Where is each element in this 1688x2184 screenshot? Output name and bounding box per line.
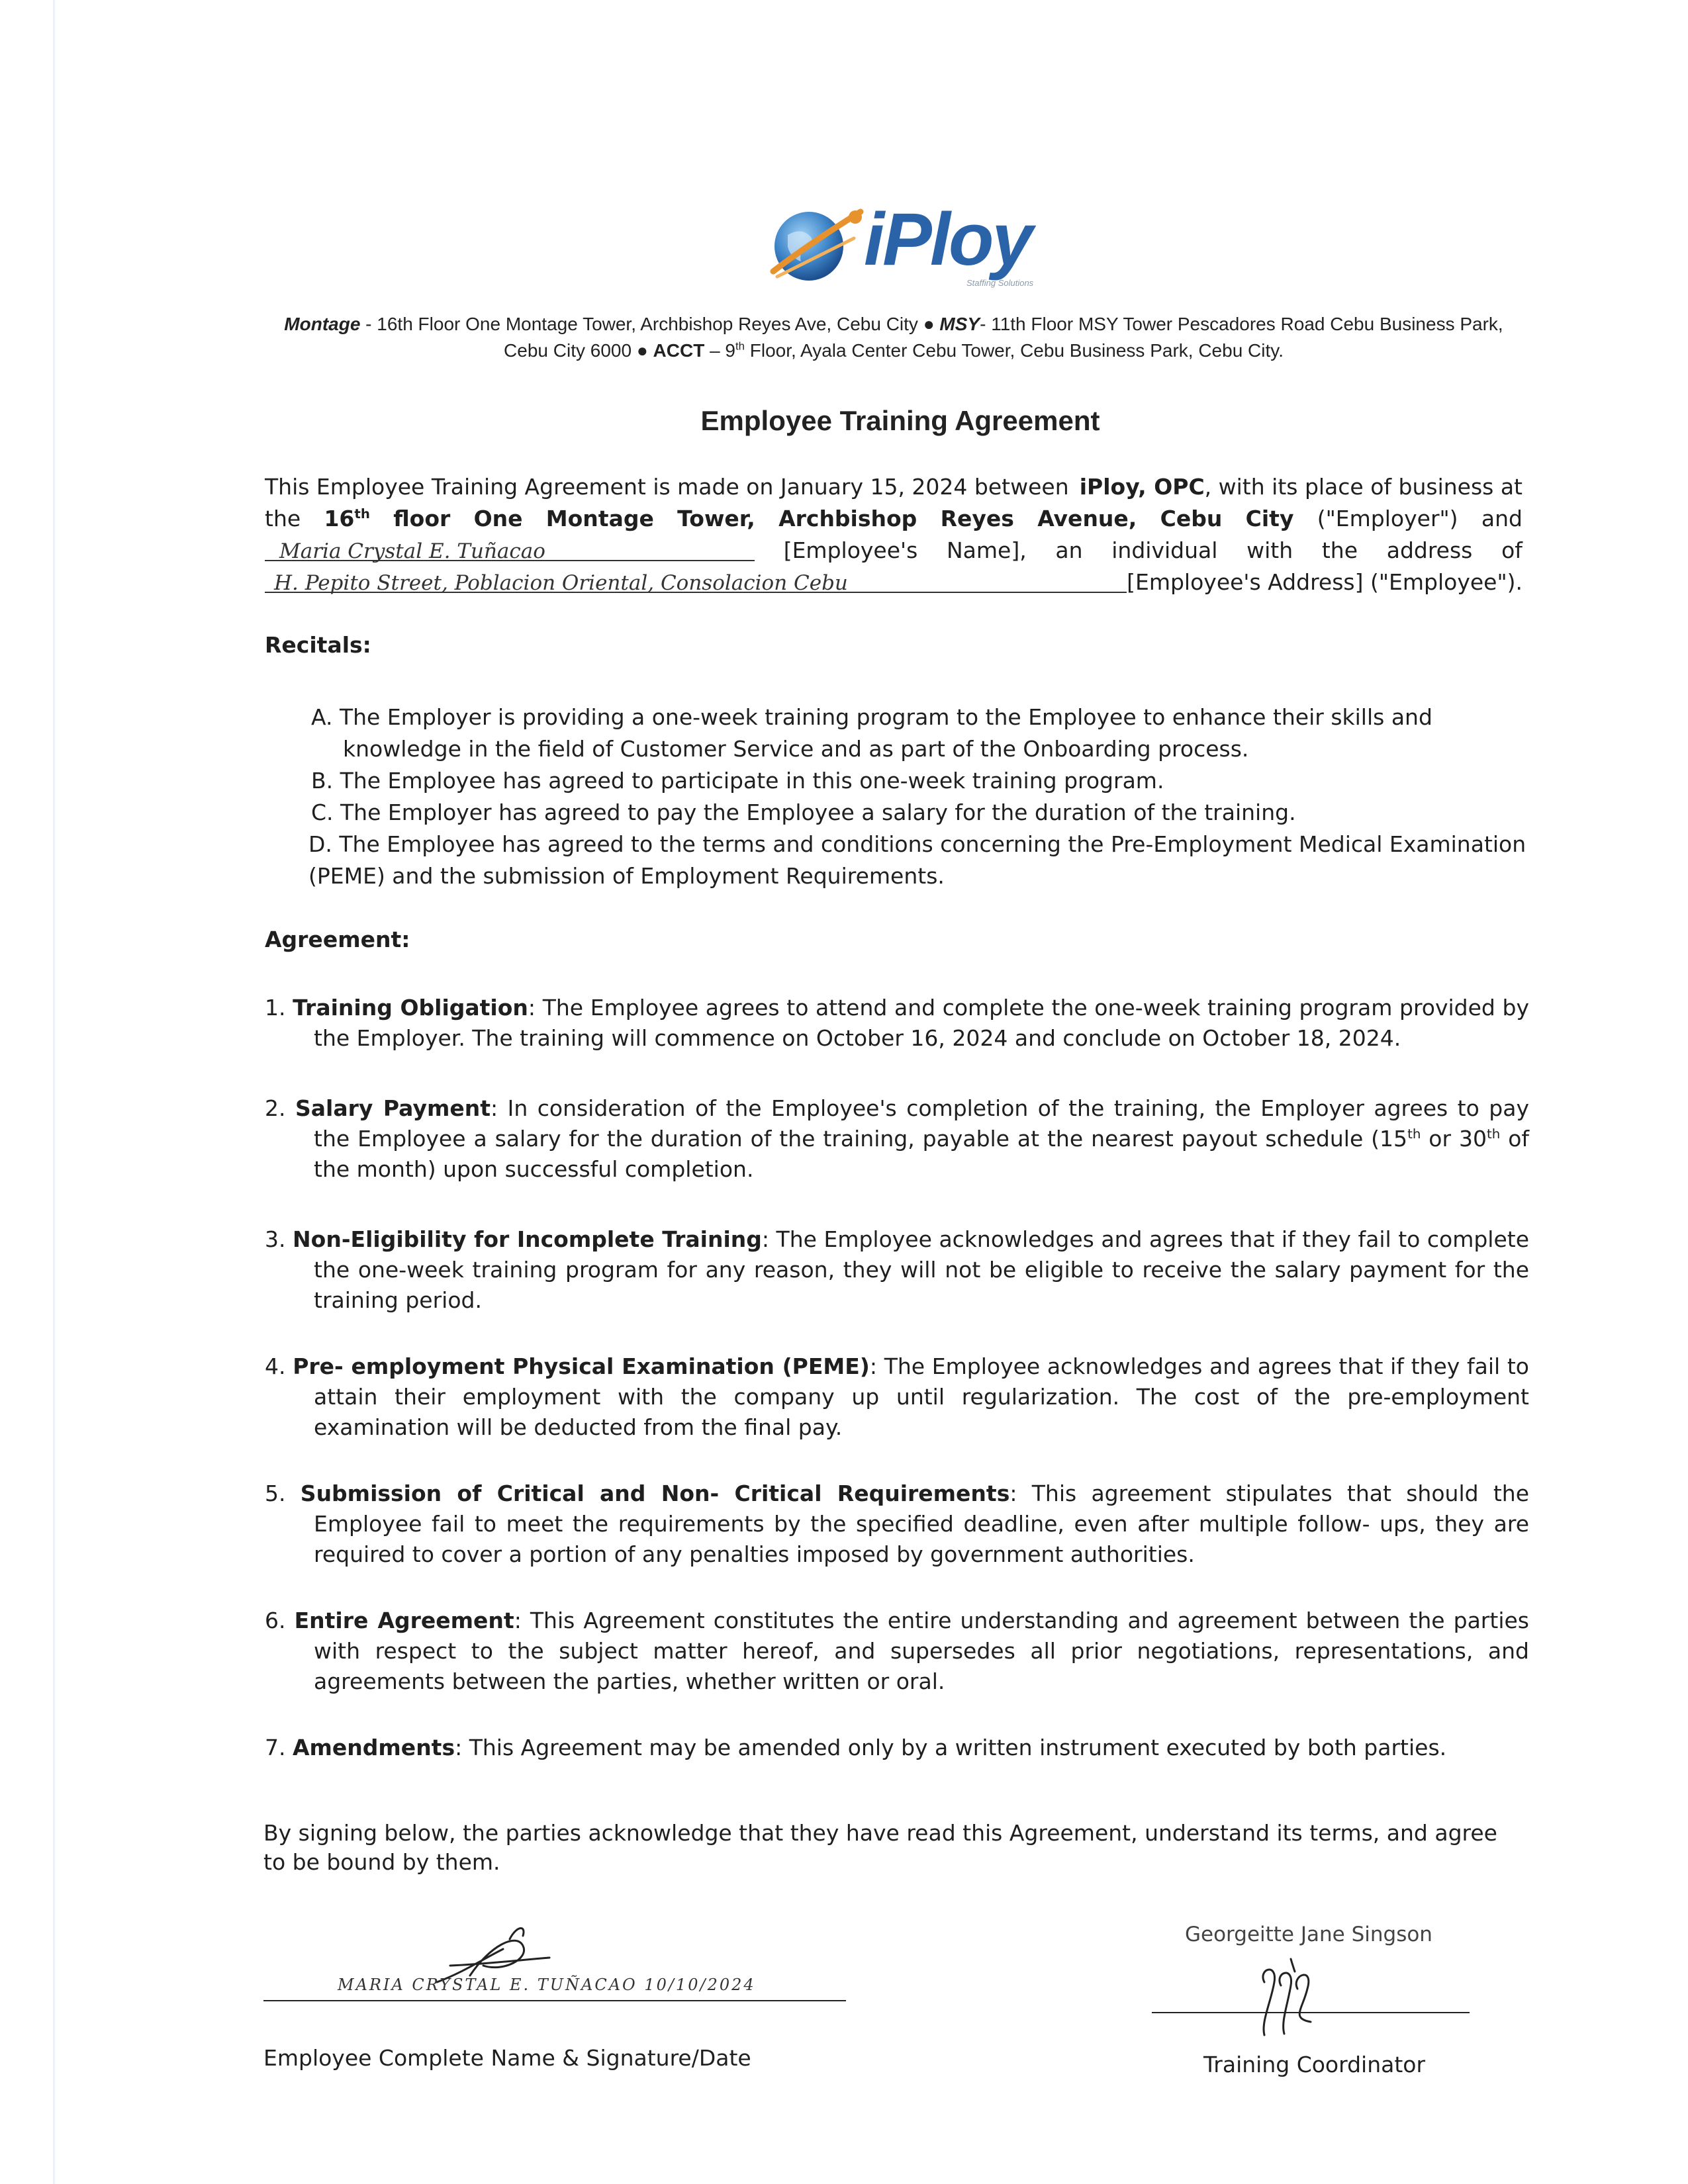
document-title: Employee Training Agreement <box>700 405 1100 436</box>
item-text: : The Employee acknowledges and agrees that if they fail to complete the one-week training program for any reason, they will not be eligible to receive the salary payment for the training period. <box>314 1226 1529 1313</box>
scan-edge <box>53 0 55 2184</box>
agreement-item <box>265 1479 1529 1570</box>
intro-word: with <box>1246 537 1293 563</box>
item-sup: th <box>1486 1126 1501 1142</box>
company-addresses: Montage - 16th Floor One Montage Tower, Archbishop Reyes Ave, Cebu City ● MSY- 11th Floor MSY Tower Pescadores Road Cebu Business Park, Cebu City 6000 ● ACCT – 9th Floor, Ayala Center Cebu Tower, Cebu Business Park, Cebu City. <box>284 314 1503 361</box>
item-title: Pre- employment Physical Examination (PEME) <box>293 1353 870 1379</box>
recitals-list <box>308 702 1529 892</box>
item-title: Non-Eligibility for Incomplete Training <box>293 1226 762 1252</box>
employee-name-handwritten: Maria Crystal E. Tuñacao <box>279 539 545 563</box>
agreement-item <box>265 1351 1529 1443</box>
recital-item: B. The Employee has agreed to participate in this one-week training program. <box>311 768 1164 794</box>
item-text: : The Employee acknowledges and agrees that if they fail to attain their employment with the company up until regularization. The cost of the pre-employment examination will be deducted from the final pay. <box>314 1353 1529 1440</box>
item-number: 2. <box>265 1095 286 1121</box>
address-msy: - 11th Floor MSY Tower Pescadores Road Cebu Business Park, Cebu City 6000 <box>504 314 1503 361</box>
employee-address-handwritten: H. Pepito Street, Poblacion Oriental, Consolacion Cebu <box>274 571 848 595</box>
recital-item: C. The Employer has agreed to pay the Employee a salary for the duration of the training. <box>311 799 1296 825</box>
employee-signature-line[interactable] <box>263 2000 846 2001</box>
intro-word: of <box>1501 537 1523 563</box>
intro-word: Name], <box>946 537 1027 563</box>
intro-word: individual <box>1111 537 1218 563</box>
employee-address-field[interactable] <box>265 567 1127 593</box>
intro-word: floor <box>393 506 451 531</box>
item-number: 5. <box>265 1480 286 1506</box>
item-number: 6. <box>265 1608 286 1633</box>
item-title: Submission of Critical and Non- Critical Requirements <box>300 1480 1010 1506</box>
logo-tagline: Staffing Solutions <box>966 278 1034 288</box>
item-text: : This Agreement may be amended only by a written instrument executed by both parties. <box>455 1735 1447 1760</box>
intro-word: [Employee's <box>783 537 918 563</box>
intro-word: the <box>265 506 301 531</box>
intro-word: Tower, <box>677 506 755 531</box>
recitals-heading: Recitals: <box>265 632 371 658</box>
intro-word: Avenue, <box>1037 506 1137 531</box>
intro-company: iPloy, OPC <box>1079 474 1205 500</box>
intro-paragraph <box>265 471 1523 598</box>
coordinator-signature-line[interactable] <box>1152 2012 1470 2013</box>
coordinator-name: Georgeitte Jane Singson <box>1185 1923 1432 1946</box>
intro-word: Cebu <box>1160 506 1223 531</box>
intro-text-1a: This Employee Training Agreement is made on January 15, 2024 between <box>265 474 1069 500</box>
address-acct-sup: th <box>735 340 745 353</box>
employee-name-field[interactable] <box>265 535 755 561</box>
agreement-item <box>265 993 1529 1054</box>
item-text: : The Employee agrees to attend and complete the one-week training program provided by the Employer. The training will commence on October 16, 2024 and conclude on October 18, 2024. <box>314 995 1529 1051</box>
intro-word: an <box>1055 537 1083 563</box>
intro-word: City <box>1245 506 1294 531</box>
item-number: 1. <box>265 995 286 1021</box>
item-sup: th <box>1407 1126 1421 1142</box>
agreement-item <box>265 1733 1529 1763</box>
intro-line-2 <box>265 503 1523 535</box>
agreement-list <box>265 993 1529 1763</box>
intro-word: Archbishop <box>778 506 917 531</box>
intro-word: address <box>1386 537 1473 563</box>
globe-icon <box>768 199 867 298</box>
recital-item: D. The Employee has agreed to the terms and conditions concerning the Pre-Employment Medical Examination (PEME) and the submission of Employment Requirements. <box>308 831 1526 889</box>
agreement-item <box>265 1606 1529 1697</box>
coordinator-caption: Training Coordinator <box>1203 2052 1426 2077</box>
address-montage: - 16th Floor One Montage Tower, Archbishop Reyes Ave, Cebu City <box>360 314 923 334</box>
intro-floor-number: 16 <box>324 506 355 531</box>
intro-word: Montage <box>545 506 654 531</box>
address-label-msy: MSY <box>939 314 980 334</box>
intro-text-1b: , with its place of business at <box>1204 474 1523 500</box>
company-logo <box>768 199 1059 298</box>
address-acct-pre: – 9 <box>704 340 735 361</box>
item-text: : This agreement stipulates that should the Employee fail to meet the requirements by the specified deadline, even after multiple follow- ups, they are required to cover a portion of any penalties imposed by government authorities. <box>314 1480 1530 1567</box>
recital-item: A. The Employer is providing a one-week training program to the Employee to enhance their skills and knowledge in the field of Customer Service and as part of the Onboarding process. <box>311 704 1432 762</box>
item-title: Entire Agreement <box>294 1608 514 1633</box>
address-label-montage: Montage <box>284 314 361 334</box>
employee-signature-caption: Employee Complete Name & Signature/Date <box>263 2045 751 2071</box>
item-title: Amendments <box>293 1735 455 1760</box>
intro-line-3 <box>265 535 1523 567</box>
item-text: : This Agreement constitutes the entire understanding and agreement between the parties with respect to the subject matter hereof, and supersedes all prior negotiations, representations, and agreements between the parties, whether written or oral. <box>314 1608 1529 1694</box>
item-text: : In consideration of the Employee's completion of the training, the Employer agrees to pay the Employee a salary for the duration of the training, payable at the nearest payout schedule (15 <box>314 1095 1529 1152</box>
item-title: Salary Payment <box>295 1095 491 1121</box>
item-number: 3. <box>265 1226 286 1252</box>
logo-wordmark: iPloy <box>864 198 1031 281</box>
item-text: or 30 <box>1421 1126 1487 1152</box>
intro-line-4 <box>265 567 1523 598</box>
address-label-acct: ACCT <box>653 340 705 361</box>
item-number: 4. <box>265 1353 286 1379</box>
intro-address-label: [Employee's Address] ("Employee"). <box>1127 569 1523 595</box>
agreement-item <box>265 1093 1529 1185</box>
intro-employer-label: ("Employer") <box>1317 506 1458 531</box>
item-title: Training Obligation <box>293 995 528 1021</box>
intro-word: the <box>1321 537 1358 563</box>
intro-line-1 <box>265 471 1523 503</box>
item-text: of the month) upon successful completion. <box>314 1126 1529 1182</box>
agreement-item <box>265 1224 1529 1316</box>
intro-word: Reyes <box>940 506 1014 531</box>
address-acct-post: Floor, Ayala Center Cebu Tower, Cebu Business Park, Cebu City. <box>745 340 1284 361</box>
coordinator-signature-mark <box>1251 1956 1324 2048</box>
intro-floor-sup: th <box>354 506 370 522</box>
closing-paragraph: By signing below, the parties acknowledge that they have read this Agreement, understand its terms, and agree to be bound by them. <box>263 1820 1497 1875</box>
intro-word: and <box>1481 506 1523 531</box>
item-number: 7. <box>265 1735 286 1760</box>
intro-word: One <box>473 506 523 531</box>
agreement-heading: Agreement: <box>265 927 410 952</box>
employee-name-date-handwritten: MARIA CRYSTAL E. TUÑACAO 10/10/2024 <box>338 1976 756 1994</box>
